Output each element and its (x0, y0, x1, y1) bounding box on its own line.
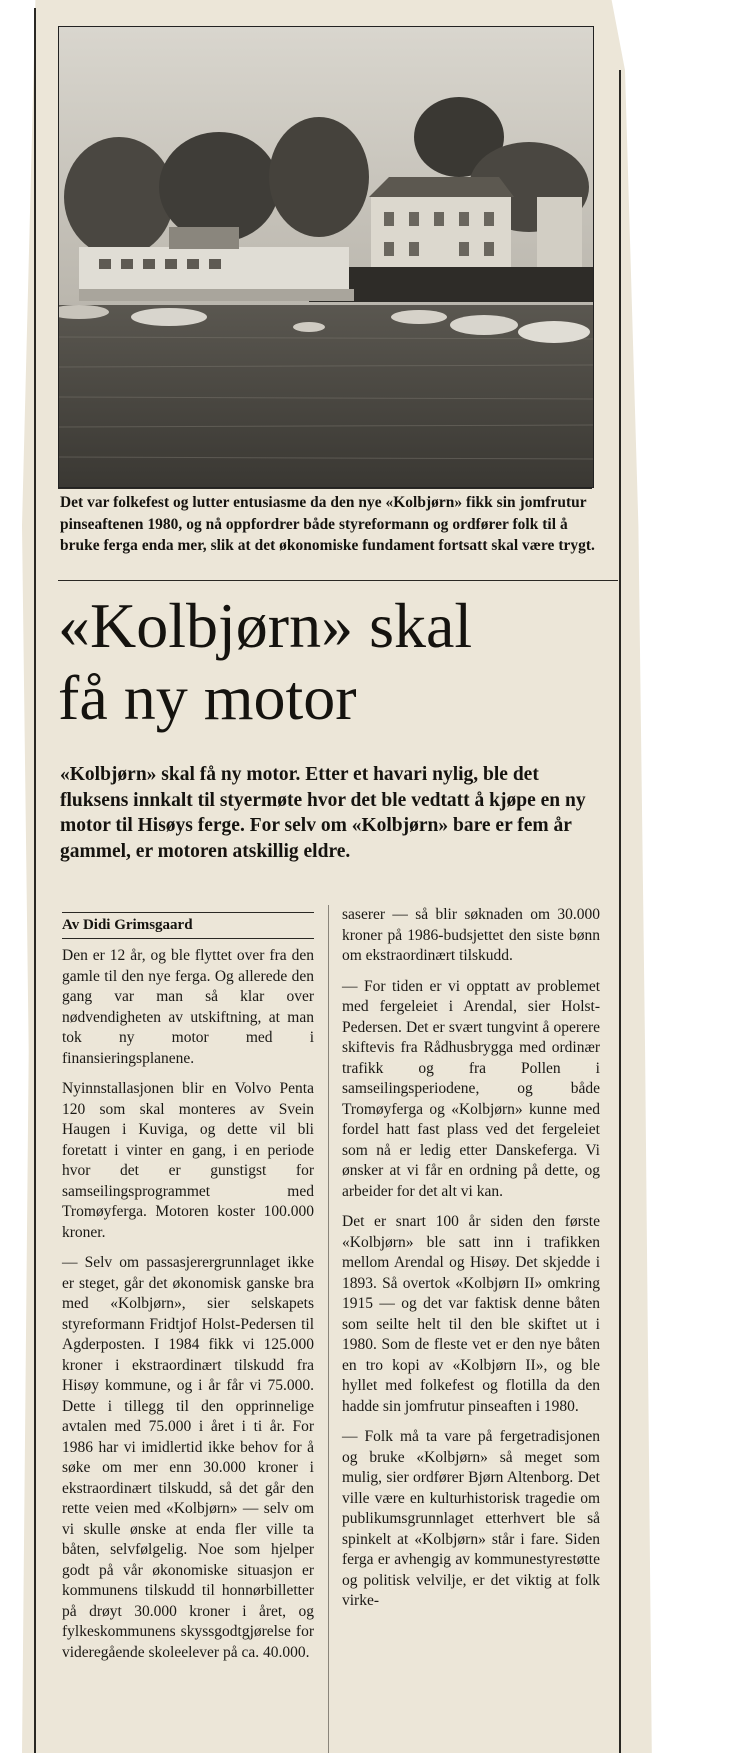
photo-caption: Det var folkefest og lutter entusiasme da den nye «Kolbjørn» fikk sin jomfrutur pinseaftenen 1980, og nå oppfordrer både styreformann og ordfører folk til å bruke ferga enda mer, slik at det økonomiske fundament fortsatt skal være trygt. (60, 494, 595, 554)
body-paragraph: Nyinnstallasjonen blir en Volvo Penta 120 som skal monteres av Svein Haugen i Kuviga, og dette vil bli foretatt i vinter en gang, i en periode hvor det er gunstigst for samseilingsprogrammet med Tromøyferga. Motoren koster 100.000 kroner. (62, 1080, 314, 1241)
left-column-rule (34, 8, 36, 1753)
body-column-2 (342, 905, 600, 1612)
headline-line-2: få ny motor (58, 662, 357, 733)
body-paragraph: — Selv om passasjerergrunnlaget ikke er steget, går det økonomisk ganske bra med «Kolbjørn», sier selskapets styreformann Fridtjof Holst-Pedersen til Agderposten. I 1984 fikk vi 125.000 kroner i ekstraordinært tilskudd fra Hisøy kommune, og i år får vi 75.000. Dette i tillegg til den opprinnelige avtalen med 75.000 i året i ti år. For 1986 har vi imidlertid ikke behov for å søke om mer enn 30.000 kroner i ekstraordinært tilskudd, så det går den rette veien med «Kolbjørn» — selv om vi skulle ønske at enda fler ville ta båten, selvfølgelig. Noe som hjelper godt på vår økonomiske situasjon er kommunens tilskudd til honnørbilletter på drøyt 30.000 kroner i året, og fylkeskommunens skyssgodtgjørelse for videregående skoleelever på ca. 40.000. (62, 1254, 314, 1661)
right-column-rule (619, 70, 621, 1753)
lede-paragraph: «Kolbjørn» skal få ny motor. Etter et havari nylig, ble det fluksens innkalt til styermøte hvor det ble vedtatt å kjøpe en ny motor til Hisøys ferge. For selv om «Kolbjørn» bare er fem år gammel, er motoren atskillig eldre. (60, 764, 586, 862)
body-column-1 (62, 946, 314, 1663)
ferry-photo (58, 26, 594, 488)
body-paragraph: — Folk må ta vare på fergetradisjonen og bruke «Kolbjørn» så meget som mulig, sier ordfører Bjørn Altenborg. Det ville være en kulturhistorisk tragedie om publikumsgrunnlaget etterhvert ble så spinkelt at «Kolbjørn» står i fare. Siden ferga er avhengig av kommunestyrestøtte og politisk velvilje, er det viktig at folk virke- (342, 1428, 600, 1609)
headline (58, 590, 618, 734)
body-paragraph: saserer — så blir søknaden om 30.000 kroner på 1986-budsjettet den siste bønn om ekstraordinært tilskudd. (342, 906, 600, 964)
headline-line-1: «Kolbjørn» skal (58, 590, 473, 661)
caption-bottom-rule (58, 580, 618, 581)
body-paragraph: — For tiden er vi opptatt av problemet med fergeleiet i Arendal, sier Holst-Pedersen. Det er svært tungvint å operere skiftevis fra Rådhusbrygga med ordinær trafikk og fra Pollen i samseilingsperiodene, og både Tromøyferga og «Kolbjørn» kunne med fordel hatt fast plass ved det fergeleiet som nå er ledig etter Danskeferga. Vi ønsker at vi får en ordning på dette, og arbeider for det alt vi kan. (342, 977, 600, 1200)
body-paragraph: Det er snart 100 år siden den første «Kolbjørn» ble satt inn i trafikken mellom Arendal og Hisøy. Det skjedde i 1893. Så overtok «Kolbjørn II» omkring 1915 — og det var faktisk denne båten som seilte helt til den ble skiftet ut i 1980. Som de fleste vet er den nye båten en tro kopi av «Kolbjørn II», og ble hyllet med folkefest og flotilla da den hadde sin jomfrutur pinseaften i 1980. (342, 1213, 600, 1415)
byline-top-rule (62, 912, 314, 913)
photo-bottom-rule (58, 488, 592, 489)
byline-bottom-rule (62, 938, 314, 939)
body-paragraph: Den er 12 år, og ble flyttet over fra den gamle til den nye ferga. Og allerede den gang var man så klar over nødvendigheten av utskiftning, at man tok ny motor med i finansieringsplanene. (62, 947, 314, 1067)
gutter-rule (328, 905, 329, 1753)
byline: Av Didi Grimsgaard (62, 917, 193, 933)
